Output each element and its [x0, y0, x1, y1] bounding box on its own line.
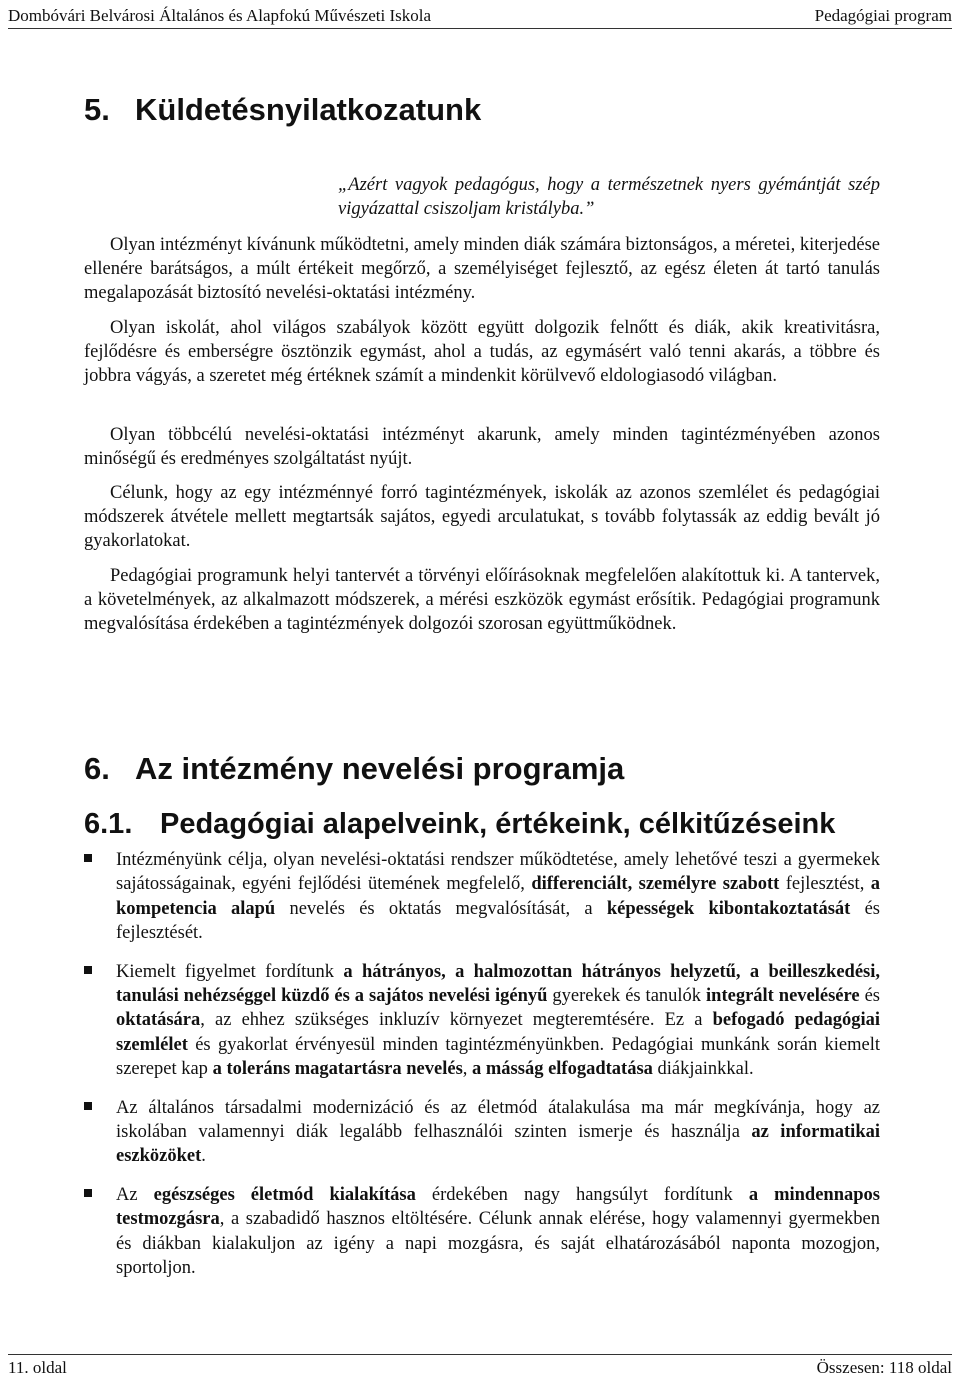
text: , [462, 1059, 473, 1080]
section-6-title: Az intézmény nevelési programja [135, 751, 625, 786]
text: fejlesztést, [779, 874, 871, 895]
text: , a szabadidő hasznos eltöltésére. Célunk annak elérése, hogy valamennyi gyermekben és diákban kialakuljon az igény a napi mozgásra, és saját elhatározásából naponta mozogjon, sportoljon. [116, 1209, 880, 1279]
page-number: 11. oldal [8, 1358, 67, 1377]
paragraph: Pedagógiai programunk helyi tantervét a törvényi előírásoknak megfelelően alakítottuk ki. A tantervek, a követelmények, az alkalmazott módszerek, a mérési eszközök egymást erősítik. Pedagógiai programunk megvalósítása érdekében a tagintézmények dolgozói szorosan együttműködnek. [84, 566, 880, 634]
section-5-number: 5. [84, 92, 110, 127]
text: Kiemelt figyelmet fordítunk [116, 961, 344, 982]
section-6-1-title: Pedagógiai alapelveink, értékeink, célkitűzéseink [160, 808, 836, 840]
section-6-number: 6. [84, 751, 110, 786]
bullet-item [84, 1183, 880, 1281]
bold-text: oktatására [116, 1010, 201, 1031]
page-header [8, 0, 952, 29]
bold-text: a toleráns magatartásra nevelés [212, 1059, 463, 1080]
paragraph: Célunk, hogy az egy intézménnyé forró tagintézmények, iskolák az azonos szemlélet és pedagógiai módszerek átvétele mellett megtartsák sajátos, egyedi arculatukat, s tovább folytassák az eddig bevált jó gyakorlatokat. [84, 483, 880, 551]
bullet-item [84, 1096, 880, 1169]
bold-text: befogadó pedagógiai szemlélet [116, 1010, 880, 1055]
bold-text: egészséges életmód kialakítása [153, 1184, 416, 1205]
text: érdekében nagy hangsúlyt fordítunk [415, 1184, 749, 1205]
section-6-1-heading [84, 808, 835, 841]
bold-text: integrált nevelésére [706, 986, 860, 1007]
bold-text: a hátrányos, a halmozottan hátrányos helyzetű, a beilleszkedési, tanulási nehézséggel küzdő és a sajátos nevelési igényű [116, 961, 880, 1007]
bold-text: a kompetencia alapú [116, 874, 881, 919]
section-5-title: Küldetésnyilatkozatunk [135, 92, 482, 127]
bullet-list [84, 848, 880, 1281]
paragraph: Olyan intézményt kívánunk működtetni, amely minden diák számára biztonságos, a méretei, kiterjedése ellenére barátságos, a múlt értékeit megőrző, a személyiséget fejlesztő, az egész életen át tartó tanulás megalapozását biztosító nevelési-oktatási intézmény. [84, 235, 880, 303]
bold-text: képességek kibontakoztatását [606, 898, 851, 919]
text: és [859, 986, 880, 1007]
text: nevelés és oktatás megvalósítását, a [275, 898, 607, 919]
section-6-1-number: 6.1. [84, 808, 133, 840]
bold-text: differenciált, személyre szabott [531, 874, 780, 895]
text: Az általános társadalmi modernizáció és az életmód átalakulása ma már megkívánja, hogy az iskolában valamennyi diák legalább felhasználói szinten ismerje és használja [116, 1097, 880, 1143]
text: és fejlesztését. [116, 898, 880, 944]
bold-text: a mindennapos testmozgásra [116, 1184, 881, 1230]
motto-quote: „Azért vagyok pedagógus, hogy a természetnek nyers gyémántját szép vigyázattal csiszoljam kristályba.” [338, 175, 880, 219]
header-school-name: Dombóvári Belvárosi Általános és Alapfokú Művészeti Iskola [8, 6, 432, 25]
text: Az [116, 1184, 154, 1205]
text: , az ehhez szükséges inkluzív környezet megteremtésére. Ez a [200, 1010, 713, 1031]
square-bullet-icon [84, 854, 92, 862]
square-bullet-icon [84, 1189, 92, 1197]
paragraph: Olyan iskolát, ahol világos szabályok között együtt dolgozik felnőtt és diák, akik kreativitásra, fejlődésre és emberségre ösztönzik egymást, ahol a tudás, az egymásért való tenni akarás, a többre és jobbra vágyás, a szeretet még értéknek számít a mindenkit körülvevő eldologiasodó világban. [84, 318, 880, 386]
text: . [201, 1146, 206, 1167]
total-pages: Összesen: 118 oldal [816, 1358, 952, 1377]
text: Intézményünk célja, olyan nevelési-oktatási rendszer működtetése, amely lehetővé teszi a gyermekek sajátosságainak, egyéni fejlődési ütemének megfelelő, [116, 850, 880, 895]
bullet-item [84, 848, 880, 946]
bullet-item [84, 960, 880, 1082]
text: gyerekek és tanulók [547, 986, 707, 1007]
bold-text: az informatikai eszközöket [116, 1122, 880, 1167]
section-6-heading [84, 751, 624, 787]
section-5-heading [84, 92, 481, 128]
paragraph: Olyan többcélú nevelési-oktatási intézményt akarunk, amely minden tagintézményében azonos minőségű és eredményes szolgáltatást nyújt. [84, 425, 880, 469]
bold-text: a másság elfogadtatása [472, 1059, 653, 1080]
header-document-title: Pedagógiai program [814, 6, 952, 25]
square-bullet-icon [84, 1102, 92, 1110]
square-bullet-icon [84, 966, 92, 974]
page-footer [8, 1354, 952, 1381]
text: és gyakorlat érvényesül minden tagintézményünkben. Pedagógiai munkánk során kiemelt szerepet kap [116, 1034, 880, 1080]
text: diákjainkkal. [652, 1059, 754, 1080]
